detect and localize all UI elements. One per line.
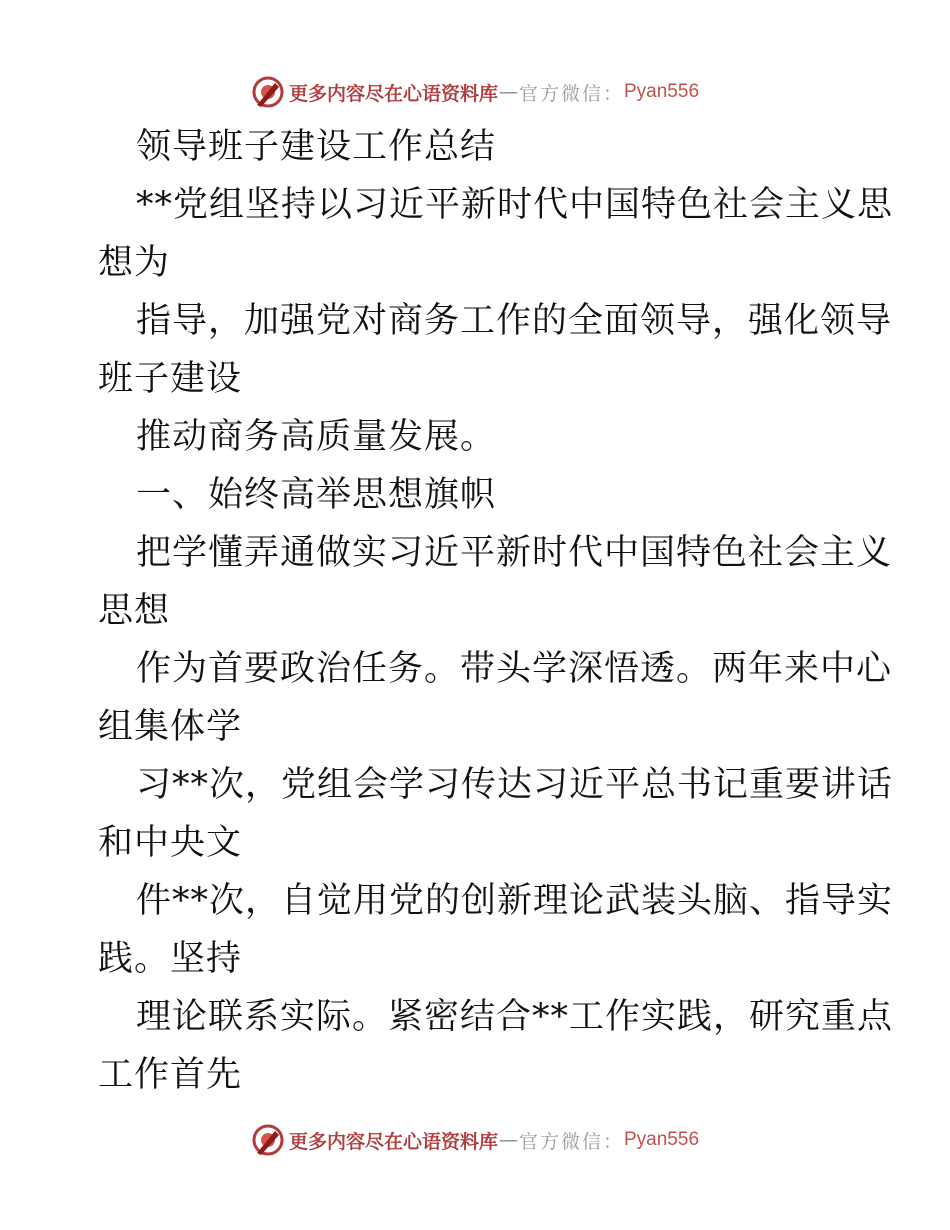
banner-wechat-label: 官方微信： [518,1130,624,1153]
footer-banner [0,1120,950,1160]
paragraph-line: 班子建设 [98,359,243,399]
banner-wechat-id: Pyan556 [624,81,700,102]
pen-logo-icon [251,75,285,109]
banner-main-text: 更多内容尽在心语资料库 [288,82,498,105]
paragraph-line: 组集体学 [98,707,243,747]
paragraph-line: 和中央文 [98,823,243,863]
pen-logo-icon [251,1123,285,1157]
paragraph-line: 想为 [98,243,171,283]
paragraph-line: 指导，加强党对商务工作的全面领导，强化领导 [136,301,893,341]
banner-wechat-id: Pyan556 [624,1129,700,1150]
paragraph-line: 理论联系实际。紧密结合**工作实践，研究重点 [136,997,894,1037]
banner-wechat-label: 官方微信： [518,82,624,105]
paragraph-line: 作为首要政治任务。带头学深悟透。两年来中心 [136,649,893,689]
paragraph-line: 习**次，党组会学习传达习近平总书记重要讲话 [136,765,894,805]
paragraph-line: **党组坚持以习近平新时代中国特色社会主义思 [136,185,894,225]
paragraph-line: 践。坚持 [98,939,243,979]
header-banner [0,72,950,112]
banner-separator: — [498,81,518,103]
paragraph-line: 思想 [98,591,171,631]
paragraph-line: 推动商务高质量发展。 [136,417,497,457]
document-title: 领导班子建设工作总结 [136,127,497,167]
banner-separator: — [498,1129,518,1151]
section-heading: 一、始终高举思想旗帜 [136,475,497,515]
document-body [98,118,894,1104]
banner-main-text: 更多内容尽在心语资料库 [288,1130,498,1153]
paragraph-line: 把学懂弄通做实习近平新时代中国特色社会主义 [136,533,893,573]
paragraph-line: 件**次，自觉用党的创新理论武装头脑、指导实 [136,881,894,921]
paragraph-line: 工作首先 [98,1055,243,1095]
